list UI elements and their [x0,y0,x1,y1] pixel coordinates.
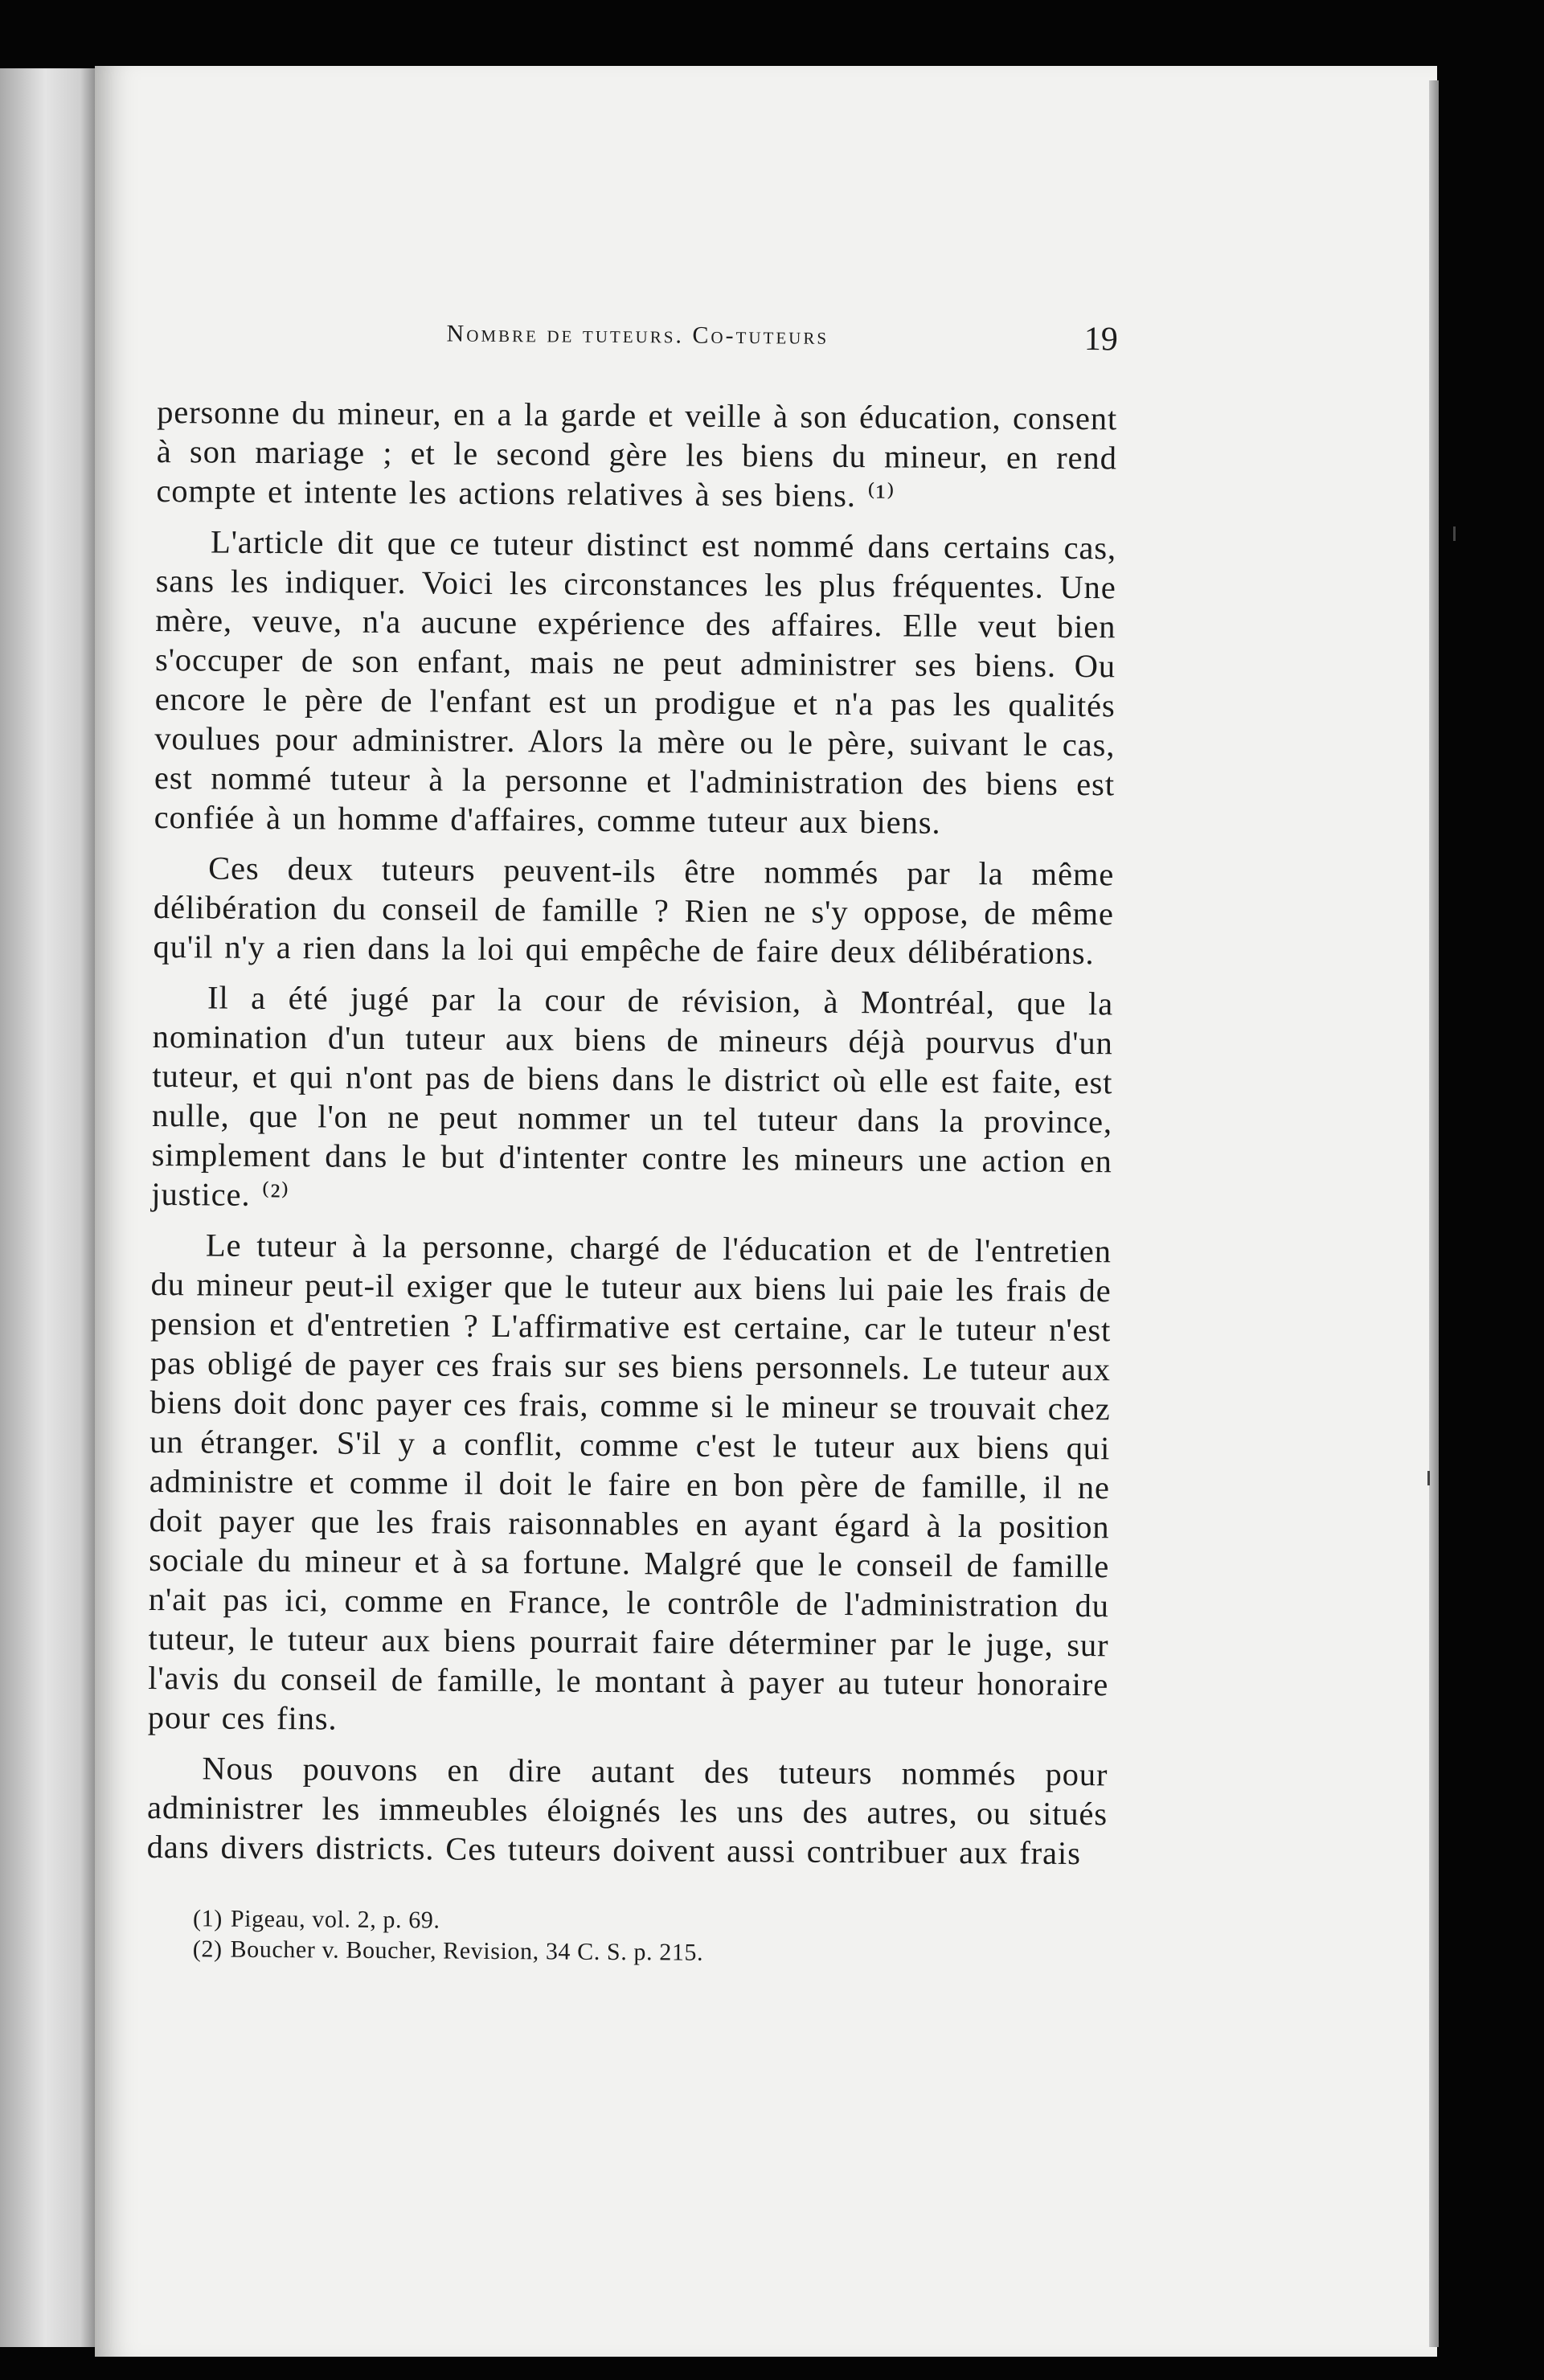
footnotes [146,1903,1108,1971]
footnote-text: Boucher v. Boucher, Revision, 34 C. S. p. 215. [230,1936,704,1966]
page-right-edge [1429,80,1439,2347]
text-block [146,318,1119,1966]
facing-page-edge [0,68,100,2347]
paragraph-4: Il a été jugé par la cour de révision, à Montréal, que la nomination d'un tuteur aux biens de mineurs déjà pourvus d'un tuteur, et qui n'ont pas de biens dans le district où elle est faite, est nulle, que l'on ne peut nommer un tel tuteur dans la province, simplement dans le but d'intenter contre les mineurs une action en justice. ⁽²⁾ [151,979,1114,1214]
paragraph-1: personne du mineur, en a la garde et veille à son éducation, consent à son mariage ; et le second gère les biens du mineur, en rend compte et intente les actions relatives à ses biens. ⁽¹⁾ [156,393,1118,514]
footnote-number: (1) [192,1905,223,1932]
paragraph-5: Le tuteur à la personne, chargé de l'éducation et de l'entretien du mineur peut-il exiger que le tuteur aux biens lui paie les frais de pension et d'entretien ? L'affirmative est certaine, car le tuteur n'est pas obligé de payer ces frais sur ses biens personnels. Le tuteur aux biens doit donc payer ces frais, comme si le mineur se trouvait chez un étranger. S'il y a conflit, comme c'est le tuteur aux biens qui administre et comme il doit le faire en bon père de famille, il ne doit payer que les frais raisonnables en ayant égard à la position sociale du mineur et à sa fortune. Malgré que le conseil de famille n'ait pas ici, comme en France, le contrôle de l'administration du tuteur, le tuteur aux biens pourrait faire déterminer par le juge, sur l'avis du conseil de famille, le montant à payer au tuteur honoraire pour ces fins. [147,1227,1112,1737]
footnote-2 [193,1934,1107,1971]
paragraph-3: Ces deux tuteurs peuvent-ils être nommés par la même délibération du conseil de famille ? Rien ne s'y oppose, de même qu'il n'y a rien dans la loi qui empêche de faire deux délibérations. [153,850,1115,972]
paragraph-2: L'article dit que ce tuteur distinct est nommé dans certains cas, sans les indiquer. Voici les circonstances les plus fréquentes. Une mère, veuve, n'a aucune expérience des affaires. Elle veut bien s'occuper de son enfant, mais ne peut administrer ses biens. Ou encore le père de l'enfant est un prodigue et n'a pas les qualités voulues pour administrer. Alors la mère ou le père, suivant le cas, est nommé tuteur à la personne et l'administration des biens est confiée à un homme d'affaires, comme tuteur aux biens. [154,523,1117,841]
footnote-text: Pigeau, vol. 2, p. 69. [230,1905,440,1934]
running-title: Nombre de tuteurs. Co-tuteurs [446,320,829,350]
footnote-number: (2) [192,1936,223,1963]
margin-speck [1427,1471,1430,1485]
paragraph-6: Nous pouvons en dire autant des tuteurs nommés pour administrer les immeubles éloignés les uns des autres, ou situés dans divers districts. Ces tuteurs doivent aussi contribuer aux frais [146,1750,1108,1872]
margin-speck [1453,526,1456,541]
running-head [158,318,1118,381]
page-number: 19 [1083,321,1119,358]
